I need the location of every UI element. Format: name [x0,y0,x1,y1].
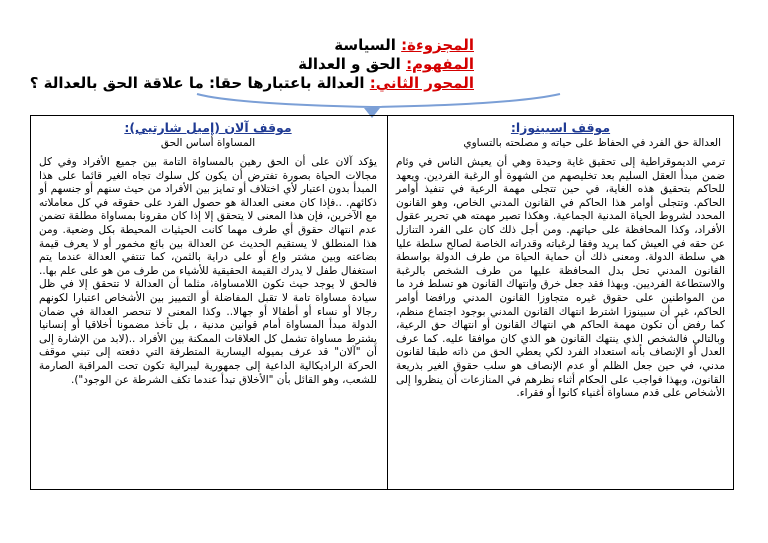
spinoza-title: موقف اسبينوزا: [510,120,611,135]
alain-subtitle: المساواة أساس الحق [160,137,256,149]
arrow-curve-left [197,94,372,107]
concept-value: الحق و العدالة [298,55,401,73]
part-label: المجزوءة: [401,36,474,54]
positions-table [30,115,734,490]
concept-line [54,55,474,74]
spinoza-text: ترمي الديموقراطية إلى تحقيق غاية وحيدة وهي أن يعيش الناس في وئام ضمن مبدأ العقل السليم بعد تخليصهم من الشهوة أو الرغبة الفردين. ويعهد للحاكم بتحقيق هذه الغاية، في حين تتجلى مهمة الرعية في تنفيذ أوامر الحاكم. وتتجلى أوامر هذا الحاكم في القانون المدني الخاص، وهو القانون المحدد لشروط الحياة المدنية الجماعية. وهكذا تصير مهمته هي تحرير عقول الأفراد، وكذا المحافظة على حياتهم. ومن أجل ذلك كان على الفرد التنازل عن حقه في العيش كما يريد وفقا لرغباته وقدراته الخاصة لصالح سلطة عليا هي سلطة الدولة. ومعنى ذلك أن حماية الحياة من طرف الدولة بواسطة القانون المدني تحل بدل المحافظة عليها من طرف الشخص بالرغبة والاستطاعة الفرديين. وبهذا فقد جعل خرق وانتهاك القانون هو تسلط فرد ما من المواطنين على حقوق غيره متجاوزا القانون المدني ورافضا أوامر الحاكم، غير أن سبينوزا اشترط انتهاك القانون المدني بوجود اجتماع منظم، كما رفض أن تكون مهمة الحاكم هي انتهاك القانون أو انتهاك حق الرعية، وبالتالي فالشخص الذي ينتهك القانون هو الذي كان موافقا عليه. كما عرف العدل أو الإنصاف بأنه استعداد الفرد لكي يعطي الحق من ذاته طبقا لقانون مدني، في حين جعل الظلم أو عدم الإنصاف هو سلب حقوق الغير بذريعة القانون، وبهذا فواجب على الحكام أثناء نظرهم في المنازعات أن ينظروا إلى الأشخاص على قدم مساواة أغنياء كانوا أو فقراء. [395,156,725,400]
concept-label: المفهوم: [406,55,474,73]
alain-title: موقف آلان (إميل شارتيي): [124,120,292,135]
part-value: السياسة [334,36,396,54]
axis-value: العدالة باعتبارها حقا: ما علاقة الحق بالعدالة ؟ [29,74,365,92]
spinoza-subtitle: العدالة حق الفرد في الحفاظ على حياته و مصلحته بالتساوي [463,137,721,149]
alain-column [31,116,388,489]
part-line [54,36,474,55]
document-header [29,36,474,93]
axis-line [29,74,474,93]
alain-text: يؤكد آلان على أن الحق رهين بالمساواة التامة بين جميع الأفراد وفي كل مجالات الحياة بصورة تفترض أن يكون كل سلوك تجاه الغير قائما على هذا المبدأ بدون اعتبار لأي اختلاف أو تمايز بين الأفراد من حيث سنهم أو جنسهم أو ذكائهم. ..فإذا كان معنى العدالة هو حصول الفرد على حقوقه في كل معاملاته مع الآخرين، فإن هذا المعنى لا يتحقق إلا إذا كان مقرونا بمساواة مطلقة تضمن عدم انتهاك حقوق أي طرف مهما كانت الحيثيات المحيطة بكل وضعية. ومن هذا المنطلق لا يستقيم الحديث عن العدالة بين بائع مخمور أو لا يعرف قيمة بضاعته وبين مشتر واع أو على دراية بالثمن، كما تنتفي العدالة عندما يتم استغفال طفل لا يدرك القيمة الحقيقية للأشياء من طرف من هو على علم بها.. فالحق لا يوجد حيث تكون اللامساواة، مثلما أن العدالة لا تتحقق إلا في ظل سيادة مساواة تامة لا تقبل المفاضلة أو التمييز بين الأشخاص اعتبارا لكونهم رجالا أو نساء أو أطفالا أو جهالا.. وكذا المعنى لا تنحصر العدالة في ضمان الدولة مبدأ المساواة أمام قوانين مدنية ، بل تأخذ مضمونا أخلاقيا أو إنسانيا يشترط مساواة تشمل كل العلاقات الممكنة بين الأفراد ..(لابد من الإشارة إلى أن "آلان" قد عرف بميوله اليسارية المتطرفة التي دفعته إلى تبني موقف الحركة الراديكالية الداعية إلى جمهورية ليبرالية تكون تحت المراقبة الصارمة للشعب، وهو القائل بأن "الأخلاق تبدأ عندما تكف الشرطة عن الوجود"). [39,156,377,386]
spinoza-column [388,116,733,489]
arrow-curve-right [372,94,560,107]
axis-label: المحور الثاني: [369,74,474,92]
